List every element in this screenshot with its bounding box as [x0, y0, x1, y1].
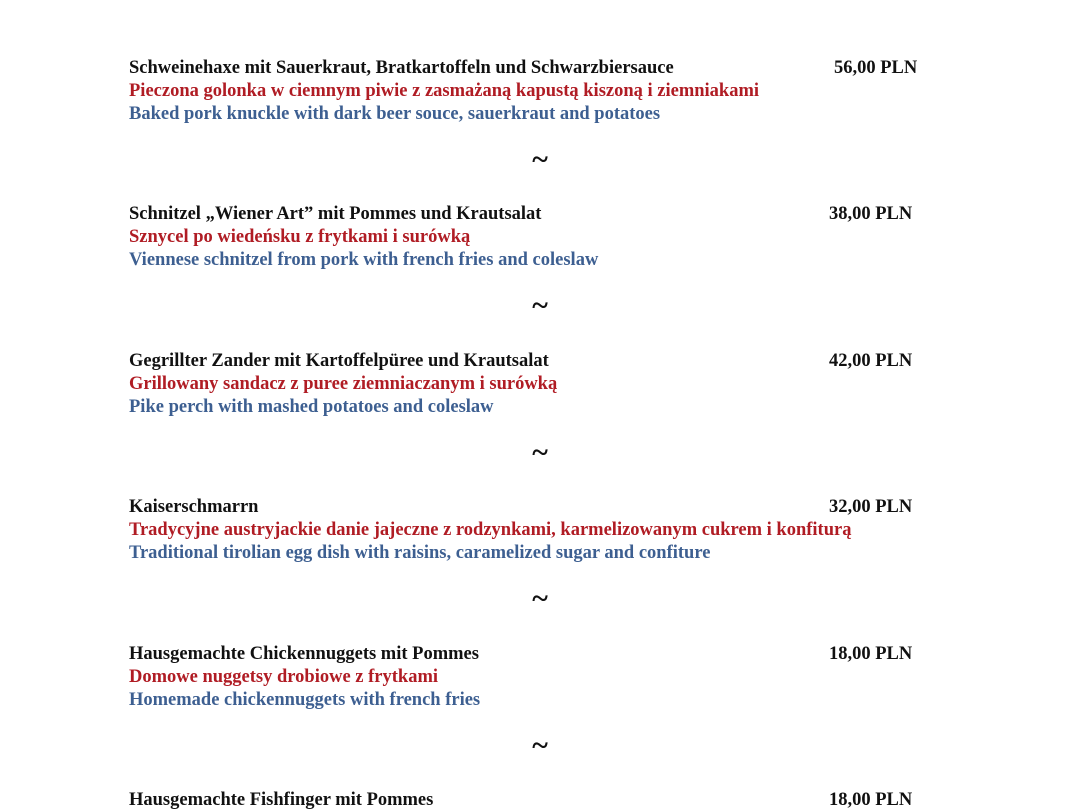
dish-name-polish: Grillowany sandacz z puree ziemniaczanym i surówką: [129, 374, 558, 394]
dish-name-german: Kaiserschmarrn: [129, 497, 259, 517]
separator-tilde: ~: [532, 289, 548, 322]
dish-name-polish: Domowe nuggetsy drobiowe z frytkami: [129, 667, 438, 687]
dish-name-german: Gegrillter Zander mit Kartoffelpüree und Krautsalat: [129, 351, 549, 371]
dish-name-english: Viennese schnitzel from pork with french fries and coleslaw: [129, 250, 599, 270]
dish-price: 18,00 PLN: [829, 790, 913, 810]
dish-name-english: Baked pork knuckle with dark beer souce, sauerkraut and potatoes: [129, 104, 661, 124]
dish-name-german: Schweinehaxe mit Sauerkraut, Bratkartoffeln und Schwarzbiersauce: [129, 58, 674, 78]
dish-price: 42,00 PLN: [829, 351, 913, 371]
menu-item: [129, 57, 929, 126]
dish-name-german: Hausgemachte Fishfinger mit Pommes: [129, 790, 434, 810]
menu-item: [129, 350, 929, 419]
dish-price: 56,00 PLN: [834, 58, 918, 78]
separator-tilde: ~: [532, 729, 548, 762]
dish-price: 38,00 PLN: [829, 204, 913, 224]
dish-name-german: Hausgemachte Chickennuggets mit Pommes: [129, 644, 479, 664]
separator-tilde: ~: [532, 436, 548, 469]
dish-price: 32,00 PLN: [829, 497, 913, 517]
menu-item: [129, 643, 929, 712]
dish-name-german: Schnitzel „Wiener Art” mit Pommes und Krautsalat: [129, 204, 542, 224]
dish-name-english: Homemade chickennuggets with french fries: [129, 690, 481, 710]
menu-item: [129, 789, 929, 812]
dish-name-english: Traditional tirolian egg dish with raisins, caramelized sugar and confiture: [129, 543, 711, 563]
menu-item: [129, 496, 929, 565]
dish-name-english: Pike perch with mashed potatoes and coleslaw: [129, 397, 494, 417]
dish-price: 18,00 PLN: [829, 644, 913, 664]
dish-name-polish: Tradycyjne austryjackie danie jajeczne z rodzynkami, karmelizowanym cukrem i konfiturą: [129, 520, 852, 540]
dish-name-polish: Sznycel po wiedeńsku z frytkami i surówką: [129, 227, 471, 247]
separator-tilde: ~: [532, 143, 548, 176]
dish-name-polish: Pieczona golonka w ciemnym piwie z zasmażaną kapustą kiszoną i ziemniakami: [129, 81, 760, 101]
separator-tilde: ~: [532, 582, 548, 615]
menu-item: [129, 203, 929, 272]
